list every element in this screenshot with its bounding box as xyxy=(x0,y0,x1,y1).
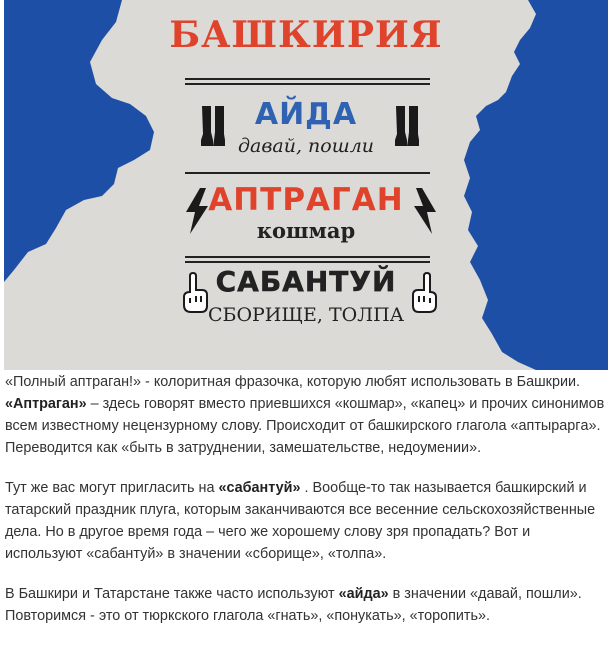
entry-meaning-sabantuy: СБОРИЩЕ, ТОЛПА xyxy=(207,304,405,326)
paragraph-aptragan: «Полный аптраган!» - колоритная фразочка, которую любят использовать в Башкрии. «Аптраган» – здесь говорят вместо приевшихся «кошмар», «капец» и прочих синонимов всем известному нецензурному слову. Происходит от башкирского глагола «аптыраргa». Переводится как «быть в затруднении, замешательстве, недоумении». xyxy=(5,374,605,456)
divider xyxy=(185,78,430,80)
entry-meaning-aptragan: кошмар xyxy=(256,218,356,243)
term-aida: «айда» xyxy=(338,586,389,602)
term-sabantuy: «сабантуй» xyxy=(218,480,301,496)
divider xyxy=(185,256,430,258)
entry-word-sabantuy: САБАНТУЙ xyxy=(215,265,397,298)
paragraph-aida: В Башкири и Татарстане также часто используют «айда» в значении «давай, пошли». Повторимся - это от тюркского глагола «гнать», «понукать», «торопить». xyxy=(5,586,582,624)
entry-word-aida: АЙДА xyxy=(254,97,358,132)
article-text xyxy=(5,371,609,645)
entry-meaning-aida: давай, пошли xyxy=(237,135,375,157)
divider xyxy=(185,172,430,174)
term-aptragan: «Аптраган» xyxy=(5,396,87,412)
infographic-poster xyxy=(4,0,608,370)
poster-title: БАШКИРИЯ xyxy=(169,14,443,56)
entry-word-aptragan: АПТРАГАН xyxy=(208,182,404,218)
paragraph-sabantuy: Тут же вас могут пригласить на «сабантуй» . Вообще-то так называется башкирский и татарский праздник плуга, которым заканчиваются все весенние сельскохозяйственные дела. Но в другое время года – чего же хорошему слову зря пропадать? Вот и используют «сабантуй» в значении «сборище», «толпа». xyxy=(5,480,596,562)
